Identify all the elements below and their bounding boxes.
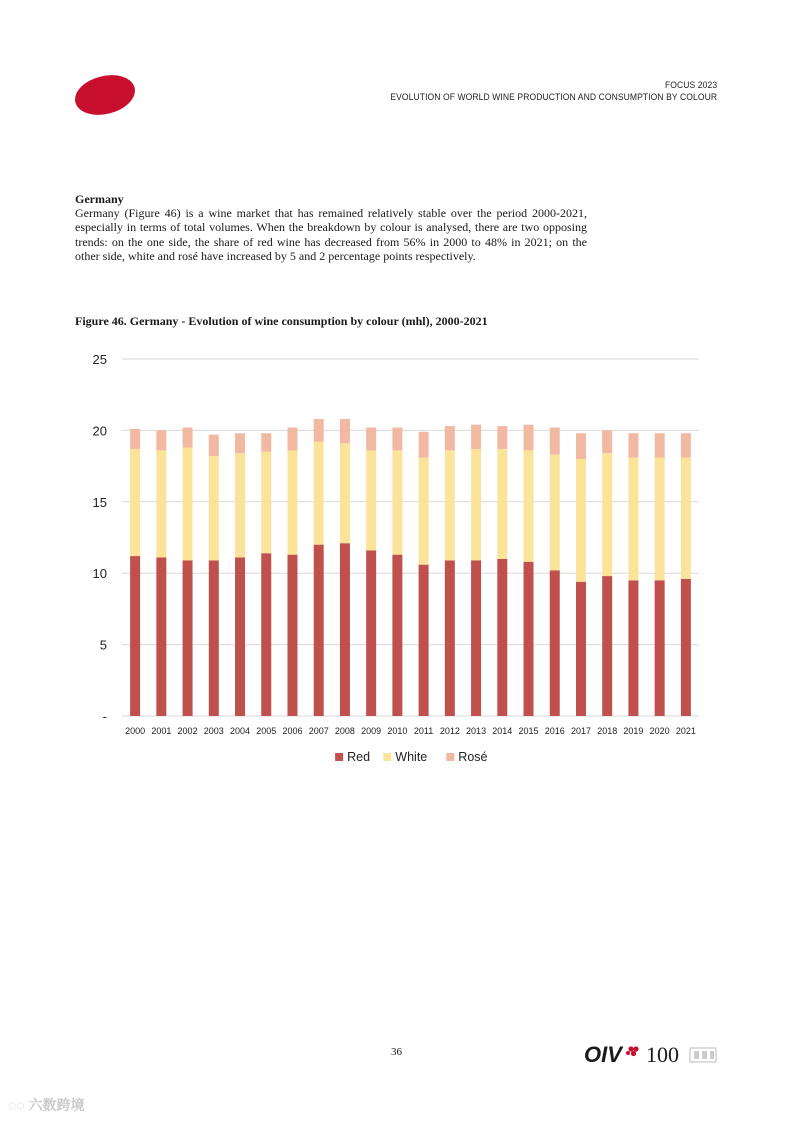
bar-rose-2017 [576, 433, 586, 459]
bar-rose-2015 [524, 425, 534, 451]
x-tick-label: 2004 [230, 726, 251, 736]
bar-red-2021 [681, 579, 691, 716]
x-tick-label: 2006 [282, 726, 303, 736]
bar-red-2011 [419, 565, 429, 716]
header-focus: FOCUS 2023 [664, 80, 717, 91]
x-tick-label: 2016 [544, 726, 565, 736]
bar-red-2017 [576, 582, 586, 716]
x-tick-label: 2015 [518, 726, 539, 736]
y-tick-label: 15 [92, 494, 107, 510]
bar-rose-2010 [392, 428, 402, 451]
oiv-logo [584, 1040, 720, 1073]
bar-rose-2014 [497, 426, 507, 449]
y-tick-label: - [102, 709, 107, 724]
bar-rose-2020 [655, 433, 665, 457]
bar-white-2018 [602, 453, 612, 576]
x-tick-label: 2020 [649, 726, 670, 736]
bar-white-2010 [392, 450, 402, 554]
oiv-logo-number: 100 [646, 1042, 679, 1067]
bar-white-2019 [628, 458, 638, 581]
bar-red-2008 [340, 543, 350, 716]
x-tick-label: 2021 [675, 726, 696, 736]
bar-white-2009 [366, 450, 376, 550]
bar-rose-2018 [602, 430, 612, 453]
oiv-logo-text: OIV [584, 1042, 622, 1067]
bar-white-2002 [183, 448, 193, 561]
bar-red-2018 [602, 576, 612, 716]
bar-rose-2004 [235, 433, 245, 453]
x-tick-label: 2003 [203, 726, 224, 736]
bar-red-2019 [628, 580, 638, 716]
x-tick-label: 2017 [570, 726, 591, 736]
bar-rose-2003 [209, 435, 219, 456]
page-header [390, 80, 717, 104]
bar-red-2014 [497, 559, 507, 716]
bar-white-2006 [287, 450, 297, 554]
x-tick-label: 2005 [256, 726, 277, 736]
bar-white-2017 [576, 459, 586, 582]
x-tick-label: 2002 [177, 726, 198, 736]
bar-white-2001 [156, 450, 166, 557]
bar-rose-2007 [314, 419, 324, 442]
bar-red-2001 [156, 557, 166, 716]
brand-logo-icon [74, 74, 136, 116]
x-tick-label: 2019 [623, 726, 644, 736]
section-germany [75, 192, 587, 263]
bar-white-2003 [209, 456, 219, 560]
bar-rose-2001 [156, 430, 166, 450]
x-tick-label: 2018 [597, 726, 618, 736]
bar-white-2007 [314, 442, 324, 545]
y-tick-label: 5 [99, 637, 107, 653]
watermark [8, 1095, 85, 1115]
bar-rose-2019 [628, 433, 638, 457]
legend-label-2: Rosé [458, 750, 488, 764]
bar-rose-2002 [183, 428, 193, 448]
bar-red-2010 [392, 555, 402, 716]
stacked-bar-chart [80, 345, 710, 775]
header-report-title: EVOLUTION OF WORLD WINE PRODUCTION AND CONSUMPTION BY COLOUR [390, 92, 717, 103]
figure-title: Figure 46. Germany - Evolution of wine consumption by colour (mhl), 2000-2021 [75, 314, 488, 328]
bar-white-2020 [655, 458, 665, 581]
bar-white-2013 [471, 449, 481, 560]
legend-swatch-0 [335, 753, 343, 761]
x-tick-label: 2011 [413, 726, 434, 736]
bar-red-2002 [183, 560, 193, 716]
bar-white-2015 [524, 450, 534, 561]
page-number: 36 [391, 1046, 402, 1058]
watermark-icon: ◌◌ [8, 1097, 25, 1113]
bar-white-2012 [445, 450, 455, 560]
legend-swatch-1 [383, 753, 391, 761]
x-tick-label: 2009 [361, 726, 382, 736]
bar-rose-2021 [681, 433, 691, 457]
bar-rose-2016 [550, 428, 560, 455]
bar-red-2016 [550, 570, 560, 716]
bar-red-2012 [445, 560, 455, 716]
y-tick-label: 10 [92, 566, 107, 582]
legend-label-1: White [395, 750, 428, 764]
bar-white-2000 [130, 449, 140, 556]
x-tick-label: 2000 [125, 726, 146, 736]
x-tick-label: 2008 [334, 726, 355, 736]
bar-white-2005 [261, 452, 271, 553]
bar-white-2021 [681, 458, 691, 579]
bar-red-2009 [366, 550, 376, 716]
bar-rose-2012 [445, 426, 455, 450]
bar-rose-2008 [340, 419, 350, 443]
oiv-100-logo-icon [584, 1040, 720, 1068]
bar-red-2004 [235, 557, 245, 716]
y-tick-label: 20 [92, 423, 107, 439]
x-tick-label: 2013 [466, 726, 487, 736]
x-tick-label: 2014 [492, 726, 513, 736]
bar-rose-2009 [366, 428, 376, 451]
bar-white-2008 [340, 443, 350, 543]
bar-red-2007 [314, 545, 324, 716]
bar-rose-2005 [261, 433, 271, 452]
x-tick-label: 2001 [151, 726, 172, 736]
bar-red-2005 [261, 553, 271, 716]
watermark-text: 六数跨境 [28, 1097, 85, 1113]
bar-rose-2011 [419, 432, 429, 458]
x-tick-label: 2012 [439, 726, 460, 736]
bar-rose-2013 [471, 425, 481, 449]
x-tick-label: 2007 [308, 726, 329, 736]
section-heading: Germany [75, 192, 124, 206]
bar-red-2013 [471, 560, 481, 716]
bar-white-2011 [419, 458, 429, 565]
bar-red-2000 [130, 556, 140, 716]
bar-red-2020 [655, 580, 665, 716]
legend-label-0: Red [347, 750, 371, 764]
y-tick-label: 25 [92, 352, 107, 367]
bar-white-2014 [497, 449, 507, 559]
legend-swatch-2 [446, 753, 454, 761]
x-tick-label: 2010 [387, 726, 408, 736]
section-body: Germany (Figure 46) is a wine market that has remained relatively stable over the period 2000-2021, especially in terms of total volumes. When the breakdown by colour is analysed, there are two opposing trends: on the one side, the share of red wine has decreased from 56% in 2000 to 48% in 2021; on the other side, white and rosé have increased by 5 and 2 percentage points respectively. [75, 206, 587, 263]
bar-white-2004 [235, 453, 245, 557]
bar-red-2006 [287, 555, 297, 716]
bar-rose-2006 [287, 428, 297, 451]
bar-red-2015 [524, 562, 534, 716]
bar-white-2016 [550, 455, 560, 571]
bar-rose-2000 [130, 429, 140, 449]
bar-red-2003 [209, 560, 219, 716]
